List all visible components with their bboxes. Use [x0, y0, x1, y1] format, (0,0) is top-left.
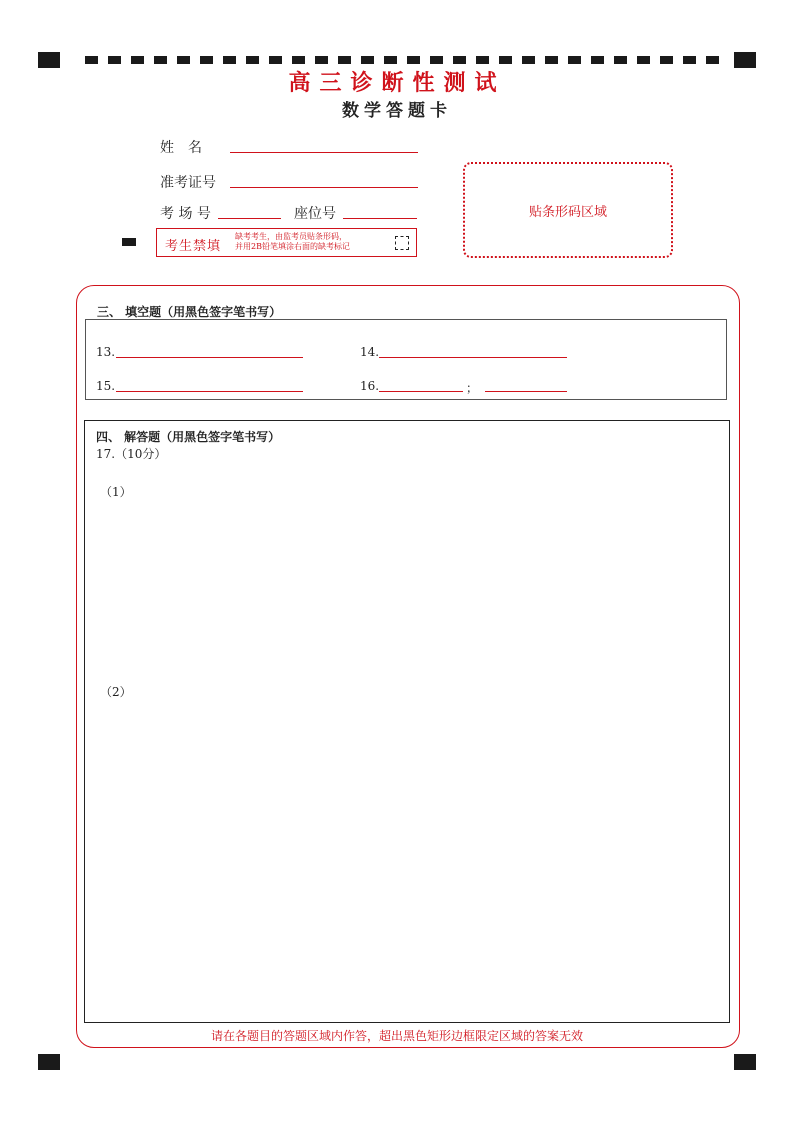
timing-mark [453, 56, 466, 64]
restricted-box [156, 228, 417, 257]
question-17-part-2: （2） [100, 685, 132, 699]
timing-mark [246, 56, 259, 64]
question-16-number: 16. [360, 379, 380, 393]
timing-mark [660, 56, 673, 64]
timing-mark [200, 56, 213, 64]
timing-mark [361, 56, 374, 64]
timing-mark [315, 56, 328, 64]
absence-position-mark [122, 238, 136, 246]
timing-mark [108, 56, 121, 64]
barcode-area [463, 162, 673, 258]
restricted-note-line-1: 缺考考生，由监考员贴条形码， [235, 232, 347, 241]
question-13-number: 13. [96, 345, 116, 359]
seat-label: 座位号 [294, 206, 336, 222]
question-16-answer-line-2[interactable] [485, 391, 567, 392]
footer-note: 请在各题目的答题区域内作答，超出黑色矩形边框限定区域的答案无效 [210, 1029, 583, 1043]
page-subtitle: 数学答题卡 [342, 101, 452, 121]
timing-mark [384, 56, 397, 64]
timing-mark [177, 56, 190, 64]
seat-field[interactable] [343, 218, 417, 219]
timing-mark [292, 56, 305, 64]
timing-mark [131, 56, 144, 64]
registration-mark-bottom-right [734, 1054, 756, 1070]
timing-mark [614, 56, 627, 64]
timing-mark [591, 56, 604, 64]
timing-mark [683, 56, 696, 64]
solve-answer-box[interactable] [84, 420, 730, 1023]
timing-mark [407, 56, 420, 64]
question-14-number: 14. [360, 345, 380, 359]
barcode-label: 贴条形码区域 [528, 204, 607, 220]
fill-in-heading: 三、 填空题（用黑色签字笔书写） [97, 305, 282, 319]
timing-mark [545, 56, 558, 64]
timing-mark [706, 56, 719, 64]
timing-mark [499, 56, 512, 64]
restricted-note [235, 232, 350, 252]
admission-number-label: 准考证号 [160, 175, 216, 191]
question-13-answer-line[interactable] [116, 357, 303, 358]
timing-mark [430, 56, 443, 64]
timing-mark [476, 56, 489, 64]
fill-in-box [85, 319, 727, 400]
exam-room-field[interactable] [218, 218, 281, 219]
solve-heading: 四、 解答题（用黑色签字笔书写） [96, 430, 281, 444]
timing-mark [269, 56, 282, 64]
restricted-note-line-2: 并用2B铅笔填涂右面的缺考标记 [235, 242, 350, 251]
timing-mark [223, 56, 236, 64]
timing-track [85, 56, 725, 64]
timing-mark [154, 56, 167, 64]
name-field[interactable] [230, 152, 418, 153]
admission-number-field[interactable] [230, 187, 418, 188]
question-14-answer-line[interactable] [379, 357, 567, 358]
question-15-answer-line[interactable] [116, 391, 303, 392]
restricted-label: 考生禁填 [165, 239, 222, 254]
question-17-part-1: （1） [100, 485, 132, 499]
timing-mark [85, 56, 98, 64]
timing-mark [338, 56, 351, 64]
question-16-separator: ； [466, 381, 479, 395]
page-title: 高三诊断性测试 [288, 71, 506, 96]
absence-mark-checkbox[interactable] [395, 236, 409, 250]
timing-mark [637, 56, 650, 64]
timing-mark [568, 56, 581, 64]
timing-mark [522, 56, 535, 64]
registration-mark-bottom-left [38, 1054, 60, 1070]
question-15-number: 15. [96, 379, 116, 393]
exam-room-label: 考 场 号 [160, 206, 211, 222]
question-16-answer-line-1[interactable] [379, 391, 463, 392]
name-label: 姓 名 [160, 140, 202, 156]
question-17-label: 17.（10分） [96, 447, 167, 461]
